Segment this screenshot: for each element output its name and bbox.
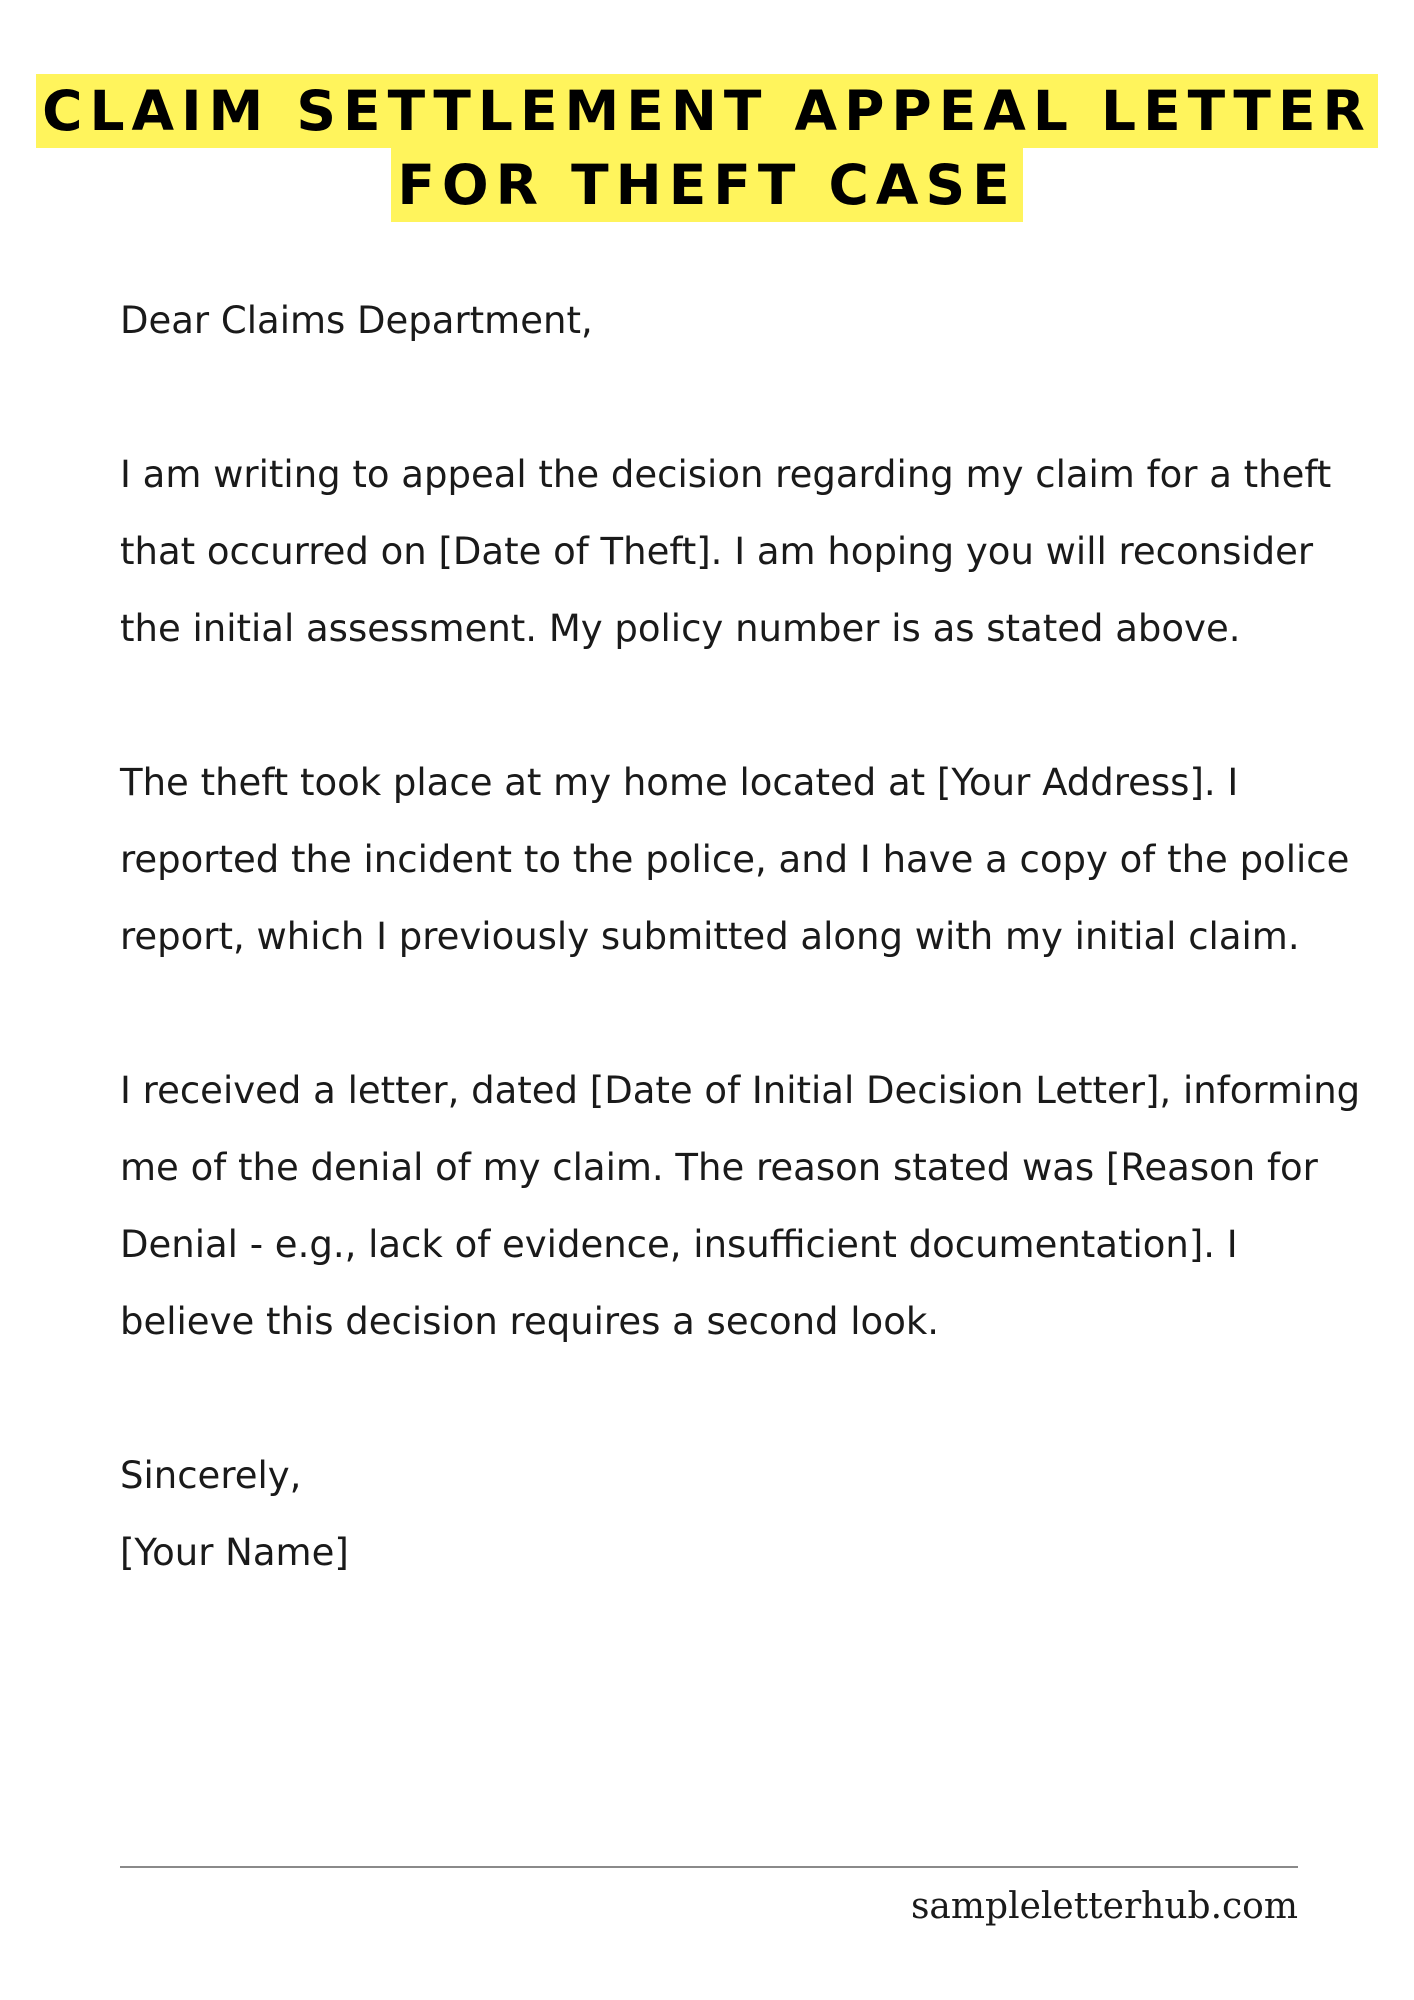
closing: Sincerely, xyxy=(120,1454,302,1497)
paragraph-3: I received a letter, dated [Date of Initial Decision Letter], informing me of the denial of my claim. The reason stated was [Reason for Denial - e.g., lack of evidence, insufficient documentation]. I believe this decision requires a second look. xyxy=(120,1069,1361,1343)
salutation: Dear Claims Department, xyxy=(120,299,593,342)
letter-title xyxy=(0,74,1414,222)
signature-placeholder: [Your Name] xyxy=(120,1531,349,1574)
letter-body xyxy=(120,282,1370,1591)
paragraph-2: The theft took place at my home located at [Your Address]. I reported the incident to the police, and I have a copy of the police report, which I previously submitted along with my initial claim. xyxy=(120,761,1350,958)
title-line-1: CLAIM SETTLEMENT APPEAL LETTER xyxy=(36,74,1378,148)
title-line-2: FOR THEFT CASE xyxy=(391,148,1022,222)
footer-website: sampleletterhub.com xyxy=(910,1886,1298,1927)
footer-divider xyxy=(120,1866,1298,1868)
paragraph-1: I am writing to appeal the decision regarding my claim for a theft that occurred on [Date of Theft]. I am hoping you will reconsider the initial assessment. My policy number is as stated above. xyxy=(120,453,1332,650)
